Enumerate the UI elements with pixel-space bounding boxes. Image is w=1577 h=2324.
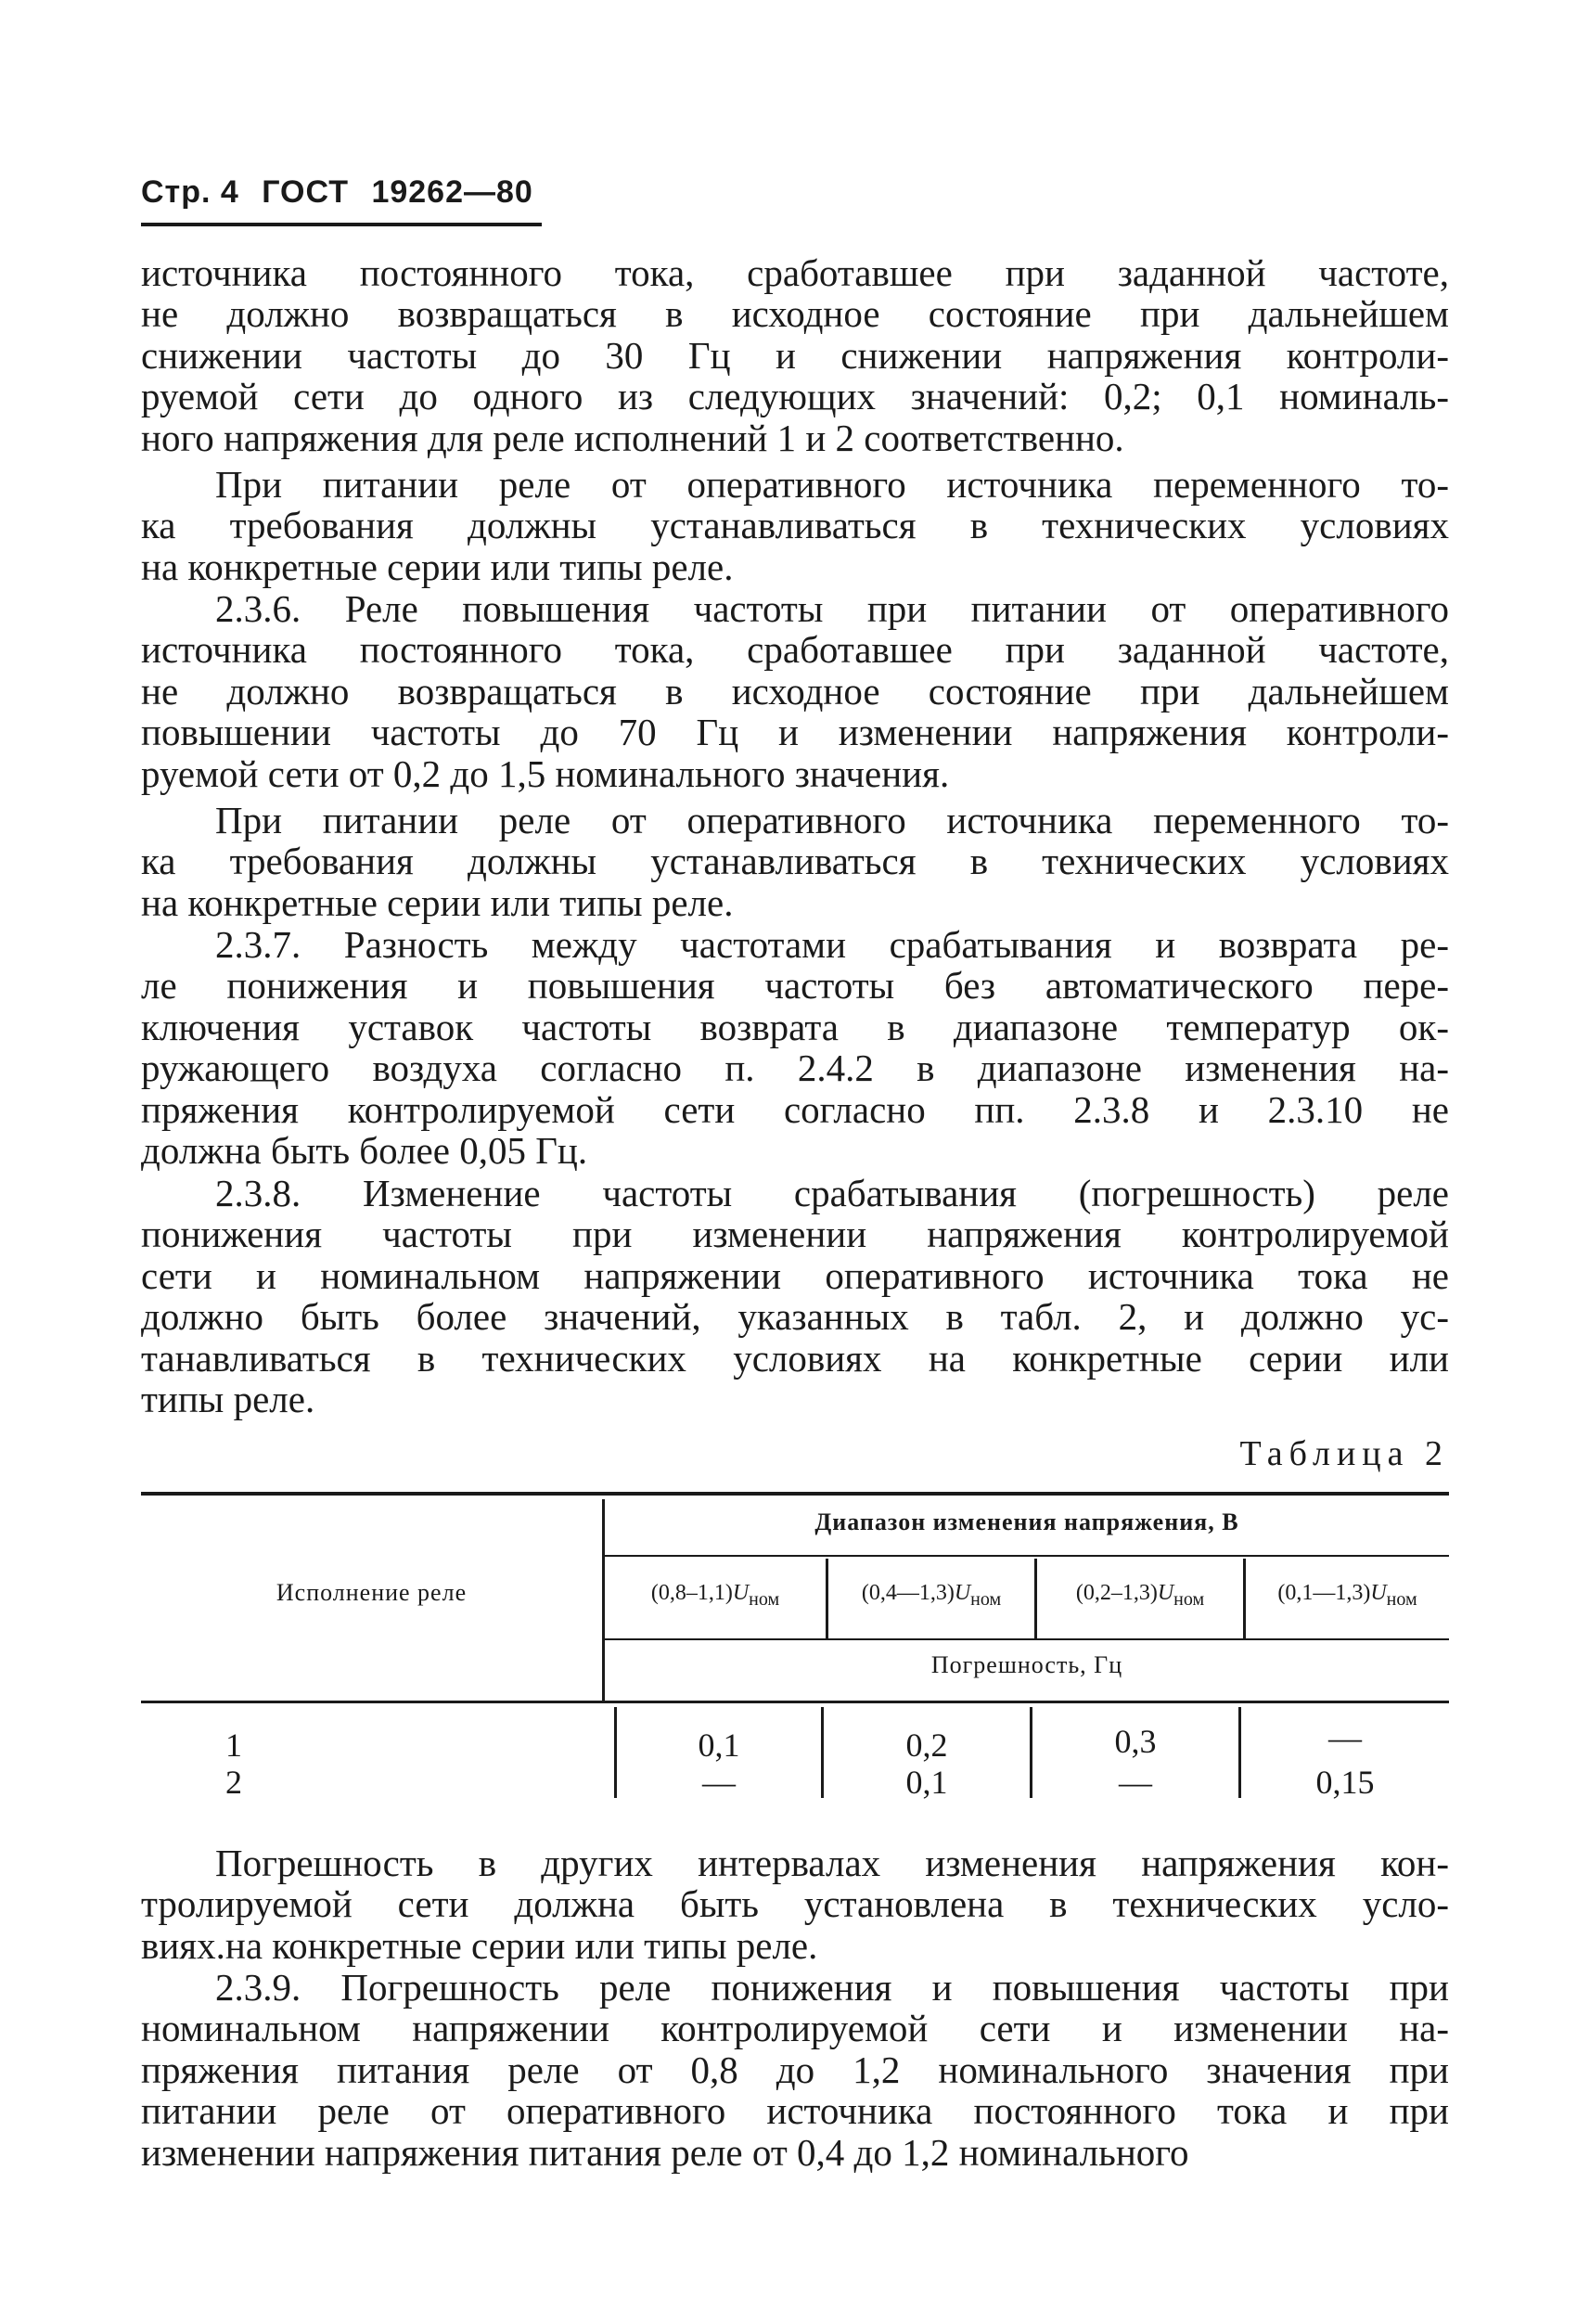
text-line: руемой сети до одного из следующих значений: 0,2; 0,1 номиналь- — [141, 375, 1449, 418]
text-line: изменении напряжения питания реле от 0,4 до 1,2 номинального — [141, 2130, 1189, 2174]
table-caption: Таблица 2 — [1239, 1434, 1449, 1473]
text-line: ружающего воздуха согласно п. 2.4.2 в диапазоне изменения на- — [141, 1046, 1449, 1090]
table-error-rule — [605, 1638, 1449, 1640]
paragraph-continuation — [141, 252, 1449, 458]
text-line: При питании реле от оперативного источника переменного то- — [215, 799, 1449, 841]
table-top-rule — [141, 1492, 1449, 1496]
text-line: не должно возвращаться в исходное состояние при дальнейшем — [141, 669, 1449, 713]
text-line: не должно возвращаться в исходное состояние при дальнейшем — [141, 292, 1449, 336]
text-line: ка требования должны устанавливаться в технических условиях — [141, 504, 1449, 547]
text-line: источника постоянного тока, сработавшее при заданной частоте, — [141, 628, 1449, 672]
column-header-execution: Исполнение реле — [276, 1579, 468, 1606]
text-line: пряжения контролируемой сети согласно пп. 2.3.8 и 2.3.10 не — [141, 1087, 1449, 1131]
page-number: Стр. 4 — [141, 174, 239, 210]
header-rule — [141, 223, 542, 226]
table-cell-value: 0,1 — [698, 1727, 740, 1764]
text-line: должна быть более 0,05 Гц. — [141, 1129, 588, 1173]
paragraph-ac-supply-1 — [141, 464, 1449, 587]
text-line: типы реле. — [141, 1378, 315, 1421]
text-line: 2.3.7. Разность между частотами срабатывания и возврата ре- — [215, 923, 1449, 966]
text-line: ле понижения и повышения частоты без автоматического пере- — [141, 964, 1449, 1008]
table-2 — [141, 1492, 1449, 1812]
text-line: на конкретные серии или типы реле. — [141, 880, 734, 924]
column-header-error: Погрешность, Гц — [930, 1651, 1123, 1678]
text-line: 2.3.6. Реле повышения частоты при питании от оперативного — [215, 587, 1449, 630]
table-cell-value: — — [1328, 1719, 1362, 1756]
text-line: тролируемой сети должна быть установлена в технических усло- — [141, 1882, 1449, 1926]
paragraph-2-3-8 — [141, 1173, 1449, 1419]
table-cell-value: 0,15 — [1315, 1764, 1375, 1801]
text-line: ключения уставок частоты возврата в диапазоне температур ок- — [141, 1005, 1449, 1048]
paragraph-2-3-7 — [141, 924, 1449, 1171]
paragraph-other-intervals — [141, 1843, 1449, 1966]
text-line: сети и номинальном напряжении оперативного источника тока не — [141, 1253, 1449, 1297]
range-header-4: $(0,1—1,3)U_{ном}$ — [1277, 1581, 1417, 1610]
text-line: ного напряжения для реле исполнений 1 и 2 соответственно. — [141, 416, 1124, 459]
standard-number: 19262—80 — [371, 174, 533, 210]
text-line: 2.3.8. Изменение частоты срабатывания (погрешность) реле — [215, 1172, 1449, 1214]
table-cell-exec: 2 — [225, 1764, 242, 1801]
text-line: снижении частоты до 30 Гц и снижении напряжения контроли- — [141, 333, 1449, 377]
text-line: номинальном напряжении контролируемой сети и изменении на- — [141, 2007, 1449, 2050]
text-line: танавливаться в технических условиях на конкретные серии или — [141, 1336, 1449, 1380]
table-header-bottom-rule — [141, 1701, 1449, 1703]
range-header-2: $(0,4—1,3)U_{ном}$ — [861, 1581, 1002, 1610]
text-line: повышении частоты до 70 Гц и изменении напряжения контроли- — [141, 711, 1449, 754]
text-line: виях.на конкретные серии или типы реле. — [141, 1923, 818, 1967]
range-header-3: $(0,2-1,3)U_{ном}$ — [1075, 1581, 1205, 1610]
table-cell-value: 0,1 — [905, 1764, 948, 1801]
text-line: Погрешность в других интервалах изменения напряжения кон- — [215, 1842, 1449, 1884]
table-cell-value: 0,3 — [1114, 1723, 1157, 1760]
paragraph-ac-supply-2 — [141, 800, 1449, 923]
text-line: руемой сети от 0,2 до 1,5 номинального значения. — [141, 751, 950, 795]
text-line: пряжения питания реле от 0,8 до 1,2 номинального значения при — [141, 2048, 1449, 2091]
text-line: источника постоянного тока, сработавшее при заданной частоте, — [141, 251, 1449, 294]
column-header-voltage-range: Диапазон изменения напряжения, В — [814, 1509, 1239, 1535]
table-cell-exec: 1 — [225, 1727, 242, 1764]
table-range-rule — [605, 1555, 1449, 1557]
standard-label: ГОСТ — [262, 174, 349, 210]
table-cell-value: — — [702, 1764, 736, 1801]
text-line: понижения частоты при изменении напряжения контролируемой — [141, 1213, 1449, 1256]
text-line: должно быть более значений, указанных в табл. 2, и должно ус- — [141, 1295, 1449, 1339]
text-line: 2.3.9. Погрешность реле понижения и повышения частоты при — [215, 1966, 1449, 2009]
paragraph-2-3-9 — [141, 1967, 1449, 2173]
range-header-1: $(0,8-1,1)U_{ном}$ — [650, 1581, 780, 1610]
text-line: ка требования должны устанавливаться в технических условиях — [141, 840, 1449, 883]
paragraph-2-3-6 — [141, 588, 1449, 794]
table-cell-value: 0,2 — [905, 1727, 948, 1764]
text-line: питании реле от оперативного источника постоянного тока и при — [141, 2089, 1449, 2133]
text-line: на конкретные серии или типы реле. — [141, 545, 734, 588]
text-line: При питании реле от оперативного источника переменного то- — [215, 463, 1449, 506]
page-header — [141, 174, 546, 211]
table-cell-value: — — [1119, 1764, 1152, 1801]
